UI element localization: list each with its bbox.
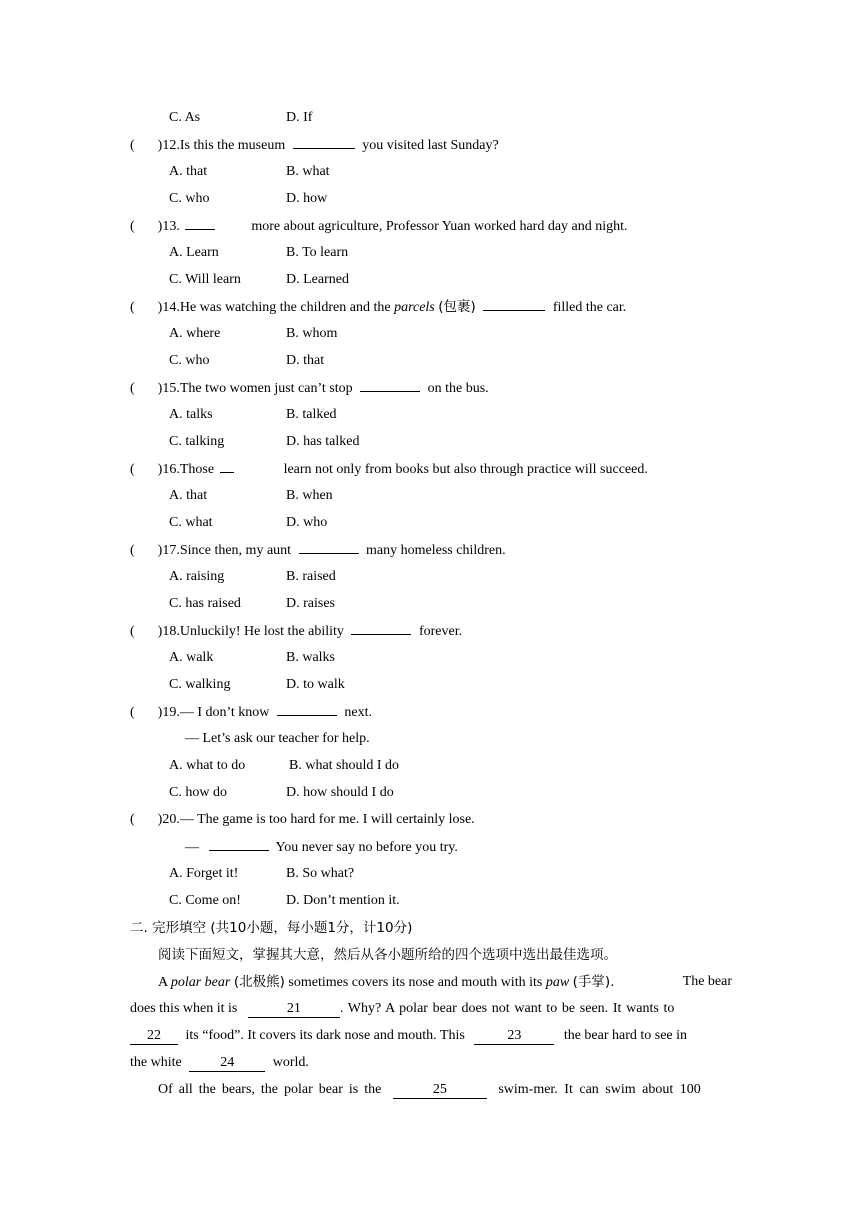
q13-option-c: C. Will learn [169,272,241,287]
q14-option-c: C. who [169,353,210,368]
q14-stem: ( )14.He was watching the children and the parcels (包裹) filled the car. [130,299,627,315]
q12-option-b: B. what [286,164,330,179]
q14-italic-word: parcels [394,300,435,315]
q16-stem: ( )16.Those learn not only from books but also through practice will succeed. [130,462,648,477]
q19-stem: ( )19.— I don’t know next. [130,705,373,720]
q14-text-before: He was watching the children and the [179,300,391,315]
passage-text-segment: does this when it is [130,1001,238,1016]
q13-text-after: more about agriculture, Professor Yuan worked hard day and night. [251,219,628,234]
section-heading: 二. 完形填空 (共10小题，每小题1分，计10分) [130,920,413,936]
q20-option-c: C. Come on! [169,893,241,908]
q15-text-after: on the bus. [427,381,489,396]
q16-number: 16. [162,462,180,477]
q19-reply: — Let’s ask our teacher for help. [185,731,370,746]
q11-option-d: D. If [286,110,313,125]
q17-stem: ( )17.Since then, my aunt many homeless children. [130,543,506,558]
q14-chinese-gloss: (包裹) [438,299,476,315]
q12-option-c: C. who [169,191,210,206]
q19-option-d: D. how should I do [286,785,394,800]
q20-reply [185,838,458,857]
q13-number: 13. [162,219,180,234]
q19-option-a: A. what to do [169,758,246,773]
q17-text-after: many homeless children. [366,543,506,558]
q11-option-c: C. As [169,110,201,125]
q15-option-c: C. talking [169,434,225,449]
passage-text-segment: its “food”. It covers its dark nose and mouth. This [185,1028,465,1043]
q20-number: 20. [162,812,180,827]
q18-text-after: forever. [418,624,463,639]
q17-option-c: C. has raised [169,596,241,611]
q16-blank[interactable] [220,460,234,473]
cloze-blank-23[interactable]: 23 [474,1028,554,1045]
q18-blank[interactable] [351,622,411,635]
q13-option-d: D. Learned [286,272,349,287]
q16-option-b: B. when [286,488,333,503]
q18-option-b: B. walks [286,650,335,665]
q19-option-c: C. how do [169,785,227,800]
q15-blank[interactable] [360,379,420,392]
q13-option-a: A. Learn [169,245,219,260]
q19-text-before: — I don’t know [179,705,270,720]
q17-option-a: A. raising [169,569,225,584]
passage-line [130,973,732,992]
passage-italic-term: polar bear [170,975,231,990]
q18-option-a: A. walk [169,650,214,665]
q13-stem: ( )13. more about agriculture, Professor Yuan worked hard day and night. [130,219,628,234]
q20-reply-text: You never say no before you try. [275,840,458,855]
q20-option-b: B. So what? [286,866,355,881]
q12-blank[interactable] [293,136,355,149]
q17-blank[interactable] [299,541,359,554]
q17-option-b: B. raised [286,569,336,584]
q20-blank[interactable] [209,838,269,851]
passage-text-segment: the white [130,1055,182,1070]
passage-word: A [158,975,168,990]
q19-option-b: B. what should I do [289,758,400,773]
q15-text-before: The two women just can’t stop [179,381,353,396]
q18-text-before: Unluckily! He lost the ability [179,624,344,639]
q17-number: 17. [162,543,180,558]
q20-option-a: A. Forget it! [169,866,239,881]
q13-option-b: B. To learn [286,245,349,260]
q14-number: 14. [162,300,180,315]
passage-line [130,1027,732,1045]
q20-stem: ( )20.— The game is too hard for me. I will certainly lose. [130,812,475,827]
passage-line [130,1054,732,1072]
passage-italic-term: paw [545,975,570,990]
q15-number: 15. [162,381,180,396]
q18-stem: ( )18.Unluckily! He lost the ability forever. [130,624,463,639]
q14-blank[interactable] [483,298,545,311]
q15-stem: ( )15.The two women just can’t stop on the bus. [130,381,489,396]
q15-option-d: D. has talked [286,434,360,449]
cloze-blank-24[interactable]: 24 [189,1055,265,1072]
q16-option-a: A. that [169,488,208,503]
passage-text-segment: Of all the bears, the polar bear is the [158,1082,382,1097]
q18-option-c: C. walking [169,677,231,692]
q12-option-a: A. that [169,164,208,179]
q12-text-before: Is this the museum [179,138,286,153]
passage-chinese-gloss: (手掌). [572,974,615,990]
q20-text: — The game is too hard for me. I will certainly lose. [179,812,475,827]
q19-number: 19. [162,705,180,720]
q16-text-after: learn not only from books but also through practice will succeed. [283,462,648,477]
q15-option-b: B. talked [286,407,337,422]
cloze-blank-22[interactable]: 22 [130,1028,178,1045]
q14-option-a: A. where [169,326,221,341]
q18-option-d: D. to walk [286,677,345,692]
passage-text-segment: sometimes covers its nose and mouth with its [288,975,543,990]
q20-reply-dash: — [185,840,199,855]
passage-line [130,1000,732,1018]
q16-option-d: D. who [286,515,328,530]
passage-text-segment: . Why? A polar bear does not want to be seen. It wants to [339,1001,675,1016]
q13-blank[interactable] [185,217,215,230]
passage-text [158,973,614,992]
passage-chinese-gloss: (北极熊) [233,974,285,990]
q12-text-after: you visited last Sunday? [362,138,499,153]
q14-option-b: B. whom [286,326,338,341]
q12-option-d: D. how [286,191,328,206]
q19-text-after: next. [344,705,373,720]
q17-text-before: Since then, my aunt [179,543,292,558]
passage-line [130,1081,732,1099]
q15-option-a: A. talks [169,407,213,422]
cloze-blank-25[interactable]: 25 [393,1082,487,1099]
q17-option-d: D. raises [286,596,335,611]
cloze-blank-21[interactable]: 21 [248,1001,340,1018]
q12-number: 12. [162,138,180,153]
q12-stem [130,136,499,155]
passage-text-segment: swim-mer. It can swim about 100 [498,1082,701,1097]
q19-blank[interactable] [277,703,337,716]
passage-text-segment: The bear [682,974,732,989]
q20-option-d: D. Don’t mention it. [286,893,400,908]
q14-option-d: D. that [286,353,325,368]
q14-text-after: filled the car. [552,300,627,315]
q16-option-c: C. what [169,515,213,530]
q16-text-before: Those [179,462,215,477]
passage-text-segment: world. [272,1055,309,1070]
q18-number: 18. [162,624,180,639]
passage-text-segment: the bear hard to see in [563,1028,688,1043]
answer-paren-close: ) [157,138,163,153]
answer-paren-open: ( [130,138,135,153]
section-instruction: 阅读下面短文，掌握其大意，然后从各小题所给的四个选项中选出最佳选项。 [158,947,617,963]
